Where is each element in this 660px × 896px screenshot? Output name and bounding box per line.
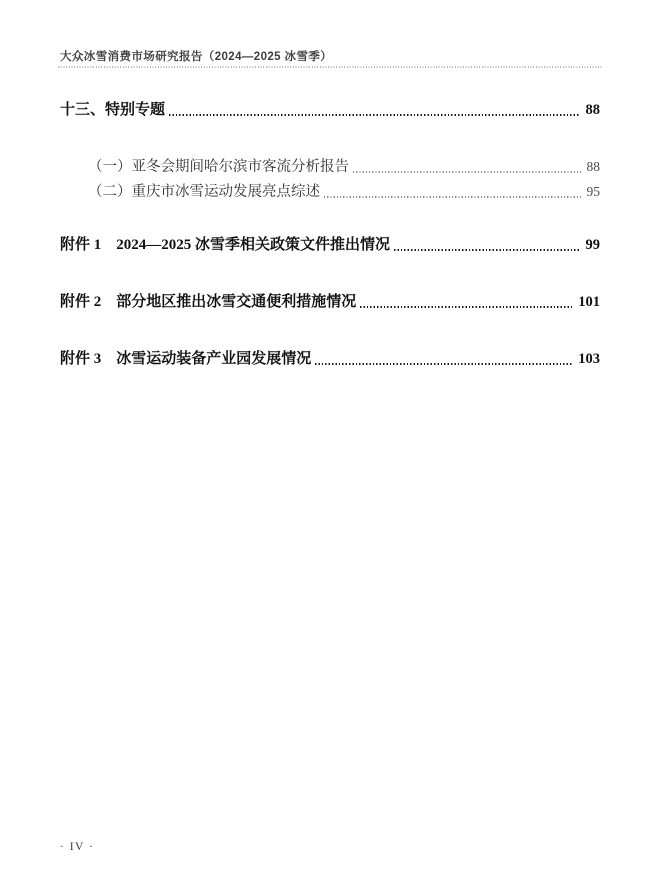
toc-entry-page: 99 xyxy=(585,236,600,253)
toc-entry[interactable] xyxy=(60,349,600,369)
page-number: · IV · xyxy=(60,841,95,853)
page-footer xyxy=(60,841,94,853)
dot-leader xyxy=(324,196,581,197)
toc-entry[interactable] xyxy=(60,157,600,177)
header-divider xyxy=(58,66,602,68)
toc-entry-label: 部分地区推出冰雪交通便利措施情况 xyxy=(116,293,357,310)
toc-entry[interactable] xyxy=(60,292,600,312)
toc-entry-label: 2024—2025 冰雪季相关政策文件推出情况 xyxy=(116,236,391,253)
table-of-contents xyxy=(60,100,600,369)
dot-leader xyxy=(394,249,579,251)
dot-leader xyxy=(353,171,581,172)
toc-entry[interactable] xyxy=(60,235,600,255)
toc-entry-page: 88 xyxy=(586,158,600,174)
toc-entry-prefix: 附件 1 xyxy=(60,236,102,253)
toc-entry-label: 冰雪运动装备产业园发展情况 xyxy=(116,350,312,367)
toc-entry-label: 十三、特别专题 xyxy=(60,101,166,118)
toc-entry[interactable] xyxy=(60,182,600,202)
toc-entry-page: 101 xyxy=(578,293,600,310)
report-title: 大众冰雪消费市场研究报告（2024—2025 冰雪季） xyxy=(60,51,333,63)
dot-leader xyxy=(360,306,572,308)
toc-entry-prefix: 附件 3 xyxy=(60,350,102,367)
toc-entry-label: （二）重庆市冰雪运动发展亮点综述 xyxy=(88,183,320,200)
toc-entry[interactable] xyxy=(60,100,600,120)
toc-entry-prefix: 附件 2 xyxy=(60,293,102,310)
toc-entry-page: 95 xyxy=(586,183,600,199)
dot-leader xyxy=(315,363,572,365)
toc-entry-page: 88 xyxy=(585,101,600,118)
dot-leader xyxy=(169,114,579,116)
toc-entry-page: 103 xyxy=(578,350,600,367)
page-header xyxy=(60,51,600,68)
toc-entry-label: （一）亚冬会期间哈尔滨市客流分析报告 xyxy=(88,158,349,175)
